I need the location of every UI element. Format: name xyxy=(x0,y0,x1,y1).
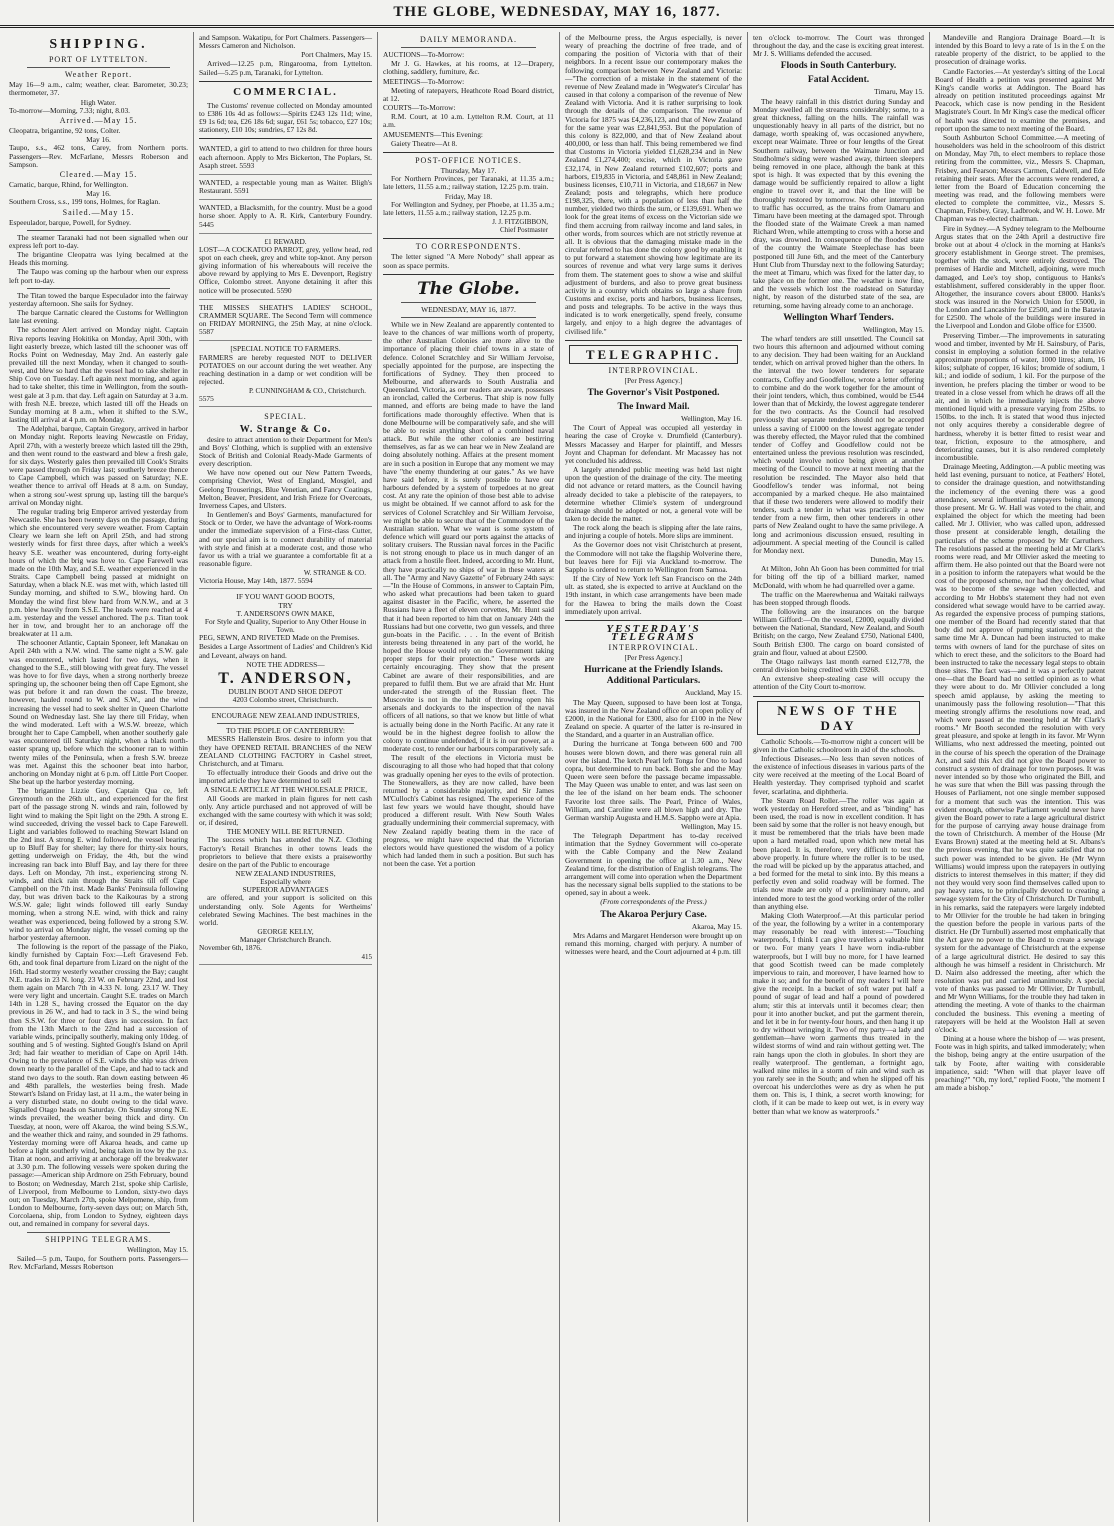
column-5 xyxy=(748,32,930,1522)
memo-label: AUCTIONS—To-Morrow: xyxy=(383,50,465,60)
ad-text: WANTED, a girl to attend to two children for three hours each afternoon. Apply to Mrs Bickerton, The Poplars, St. Asaph street. 5593 xyxy=(199,144,372,170)
postmaster-name: J. J. FITZGIBBON, xyxy=(492,217,548,226)
fatal-headline: Fatal Accident. xyxy=(807,75,870,86)
interprovincial-heading: INTERPROVINCIAL. xyxy=(608,365,699,375)
reward-heading: £1 REWARD. xyxy=(264,236,307,246)
shipping-paragraph: The Titan towed the barque Especulador into the fairway yesterday afternoon. She sails for Sydney. xyxy=(9,290,188,308)
superior: SUPERIOR ADVANTAGES xyxy=(242,885,329,895)
news-paragraph: Mandeville and Rangiora Drainage Board.—It is intended by this Board to levy a rate of 1s in the £ on the rateable property of the district, to be applied to the prosecution of drainage works. xyxy=(935,33,1105,67)
shipping-paragraph: The brigantine Cleopatra was lying becalmed at the Heads this morning. xyxy=(9,250,188,268)
divider xyxy=(383,238,554,239)
sailed-heading: Sailed.—May 15. xyxy=(62,207,135,217)
dateline: Wellington, May 16. xyxy=(681,414,742,424)
divider xyxy=(383,152,554,153)
strange-text: In Gentlemen's and Boys' Garments, manufactured for Stock or to Order, we have the advantage of Work-rooms under the immediate supervision of a First-class Cutter, and our special aim is to connect durability of material with style and finish at a moderate cost, and those who favor us with a trial we guarantee a comfortable fit at a reasonable figure. xyxy=(199,510,372,568)
divider xyxy=(401,317,536,318)
classified-ad xyxy=(199,202,372,233)
divider xyxy=(401,47,536,48)
special-heading: SPECIAL. xyxy=(264,412,307,422)
news-paragraph: The following are the insurances on the barque William Gifford:—On the vessel, £2000, equally divided between the National, Standard, New Zealand, and South British; on the cargo, New Zealand £750, National £400, South British £300. The cargo on board consisted of grain and flour, valued at about £2500. xyxy=(753,607,924,657)
strange-title: W. Strange & Co. xyxy=(239,423,332,435)
arrived-line: May 16. xyxy=(86,135,111,145)
divider xyxy=(565,340,742,341)
news-paragraph: A largely attended public meeting was held last night upon the question of the drainage of the city. The meeting did not advance or retard matters, as the Council having already decided to take a plebiscite of the ratepayers, to determine whether Climie's system of underground drainage should be adopted or not, a general vote will be taken to decide the matter. xyxy=(565,465,742,523)
shipping-paragraph: The brigantine Lizzie Guy, Captain Qua ce, left Greymouth on the 26th ult., and experienced for the first part of the passage strong N. winds and rain, followed by light wind to making the Spit light on the 29th. A strong E. wind succeeded, driving the vessel back to Cape Farewell. Light and variables followed to reaching Stewart Island on the 2nd inst. A strong E. wind followed, the vessel bearing up to Bluff Bay for shelter; lay there for thirty-six hours, getting underweigh on Friday, the 4th, but the wind increasing ran back into Bluff Bay, and lay there for three days. Left on Monday, 7th inst., experiencing strong N. winds, and thick rain through the Straits till off Cape Campbell on the 7th inst. Made Banks' Peninsula following day, but was driven back to the Kaikouras by a strong W.S.W. gale; light winds followed till early Sunday morning, when a strong N.E. wind, with thick and rainy weather was experienced, being followed by a strong S.W. wind to arrival on Monday night, the vessel coming up the harbor yesterday afternoon. xyxy=(9,786,188,942)
memo-text: Mr J. G. Hawkes, at his rooms, at 12—Drapery, clothing, saddlery, furniture, &c. xyxy=(383,59,554,77)
note-address: NOTE THE ADDRESS— xyxy=(246,659,325,669)
news-paragraph: Making Cloth Waterproof.—At this particular period of the year, the following by a writer in a contemporary may reasonably be read with interest:—"Touching waterproofs, I think I can give travellers a valuable hint or two. For many years I have worn india-rubber waterproofs, but I will buy no more, for I have learned that good Scottish tweed can be made completely impervious to rain, and moreover, I have learned how to make it so; and for the benefit of my readers I will here give the receipt. In a bucket of soft water put half a pound of sugar of lead and half a pound of powdered alum; stir this at intervals until it becomes clear; then pour it into another bucket, and put the garment therein, and let it be in for twenty-four hours, and then hang it up to dry without wringing it. Two of my party—a lady and gentleman—have worn garments thus treated in the wildest storms of wind and rain without getting wet. The rain hangs upon the cloth in globules. In short they are really waterproof. The gentleman, a fortnight ago, walked nine miles in a storm of rain and wind such as you rarely see in the South; and when he slipped off his overcoat his underclothes were as dry as when he put them on. This is, I think, a secret worth knowing; for cloth, if it can be made to keep out wet, is in every way better than what we know as waterproofs." xyxy=(753,910,924,1116)
money-returned: THE MONEY WILL BE RETURNED. xyxy=(226,827,345,837)
column-3 xyxy=(378,32,560,1522)
news-paragraph: The traffic on the Maerewhenua and Waitaki railways has been stopped through floods. xyxy=(753,589,924,607)
divider xyxy=(27,288,170,289)
shipping-paragraph: The Taupo was coming up the harbour when our express left port to-day. xyxy=(9,267,188,285)
governor-headline: The Governor's Visit Postponed. xyxy=(587,388,720,399)
news-of-the-day-heading: NEWS OF THE DAY xyxy=(757,701,920,735)
shipping-paragraph: The following is the report of the passage of the Piako, kindly furnished by Captain Fox:—Left Gravesend Feb. 6th, and took final departure from Lizard on the night of the 16th. Had stormy westerly weather crossing the Bay; caught N.E. trades in 23 N. long. 23 W. on February 22nd, and lost them again on March 7th in 4.33 N. long. 23.17 W. They were very light and uncertain. Caught S.E. trades on March 14th in 1.28 S., having crossed the Equator on the day previous in 26 W., and had to tack in 3 S., the wind being then S.S.W. for three or four days in succession. In fact from the 13th March to the 22nd had a succession of variable winds, principally southerly, making only 10deg. of southing and 5 of westing. Sighted Gough's Island on April 3rd; had fair weather to meridian of Cape on April 14th. Owing to the prevalence of S.E. winds the ship was driven down nearly to the parallel of the Cape, and had to tack and stand two days to the south. Ran down easting between 46 and 48th parallels, the westerlies being fresh. Made Stewart's Island on Friday last, at 11 a.m., the water being in a very disturbed state, no doubt owing to the tidal wave. Signalled Otago heads on Saturday. On Sunday strong N.E. winds prevailed, the weather being thick and dirty. On Tuesday, at noon, were off Akaroa, the wind being S.S.W., and the weather thick and rainy, and sounded in 29 fathoms. Yesterday morning were off Akaroa heads, and came up before a light southerly wind, being taken in tow by the p.s. Titan at noon, and arriving at anchorage off the breakwater at 3.30 p.m. The following vessels were spoken during the passage:—American ship Ardmore on 25th February, bound to Boston; on Wednesday, March 21st, spoke ship Carlisle, of Liverpool, from Melbourne to London, sixty-two days out; on Tuesday, March 27th, spoke Melpomene, ship, from London to Melbourne, forty-seven days out; on March 5th, Corcolaena, ship, from London to Sydney, eighteen days out, and remained in company for several days. xyxy=(9,942,188,1229)
column-4 xyxy=(560,32,748,1522)
news-paragraph: Mrs Adams and Margaret Henderson were brought up on remand this morning, charged with perjury. A number of witnesses were heard, and the Court adjourned at 4 p.m. till xyxy=(565,930,742,956)
strange-text: We have now opened out our New Pattern Tweeds, comprising Cheviot, West of England, Mosgiel, and Geelong Trouserings, Blue Venetian, and Fancy Coatings, Melton, Beaver, President, and Irish Frieze for Overcoats, Inverness Capes, and Ulsters. xyxy=(199,468,372,510)
cleared-line: May 16. xyxy=(86,189,111,199)
weather-heading: Weather Report. xyxy=(64,70,133,80)
news-paragraph: Preserving Timber.—The improvements in saturating wood and timber, invented by Mr H. Sainsbury, of Paris, consist in employing a solution formed in the relative approximate proportions of water, 1000 litres; alum, 16 kilos; sulphate of copper, 16 kilos; bromide of sodium, 1 kil.; and iodide of sodium, 1 kil. For the purpose of the invention, he prefers placing the timber or wood to be treated in a close vessel from which he draws off all the air, and in which he immediately injects the above mentioned liquid with a pressure varying from 25lbs. to 150lbs. to the inch. It is stated that wood thus injected not only acquires thereby a considerable degree of hardness, whereby it is better fitted to resist wear and tear, friction, exposure to the atmosphere, and deteriorating causes, but it is also rendered completely incombustible. xyxy=(935,330,1105,462)
messrs-text: MESSRS Hallenstein Bros. desire to inform you that they have OPENED RETAIL BRANCHES of the NEW ZEALAND CLOTHING FACTORY in Cashel street, Christchurch, and at Timaru. xyxy=(199,734,372,768)
column-2 xyxy=(194,32,378,1522)
classified-ad xyxy=(199,143,372,174)
school-ad xyxy=(199,302,372,342)
floods-headline: Floods in South Canterbury. xyxy=(780,61,897,72)
columns xyxy=(4,32,1110,1522)
arrived-line: Taupo, s.s., 462 tons, Carey, from Northern ports. Passengers—Rev. McFarlane, Messrs Roberson and Sampson. xyxy=(9,143,188,169)
messrs-text: To effectually introduce their Goods and drive out the imported article they have determined to sell xyxy=(199,768,372,786)
news-paragraph: The Steam Road Roller.—The roller was again at work yesterday on Hereford street, and as "binding" has been used, the road is now in excellent condition. It has been said by some that the roller is not heavy enough, but it must be remembered that the trials have been made upon a hard metalled road, upon which new metal has been placed. It is, therefore, very difficult to test the above properly. In future where the roller is to be used, the road will be picked up by the apparatus attached, and a bed formed for the metal to sink into. By this means a perfectly even and solid roadway will be formed. The trials now made are only of a preliminary nature, and intended more to test the good working order of the roller than anything else. xyxy=(753,795,924,911)
correspondents-note: (From correspondents of the Press.) xyxy=(600,897,707,907)
memo-label: COURTS—To-Morrow: xyxy=(383,103,456,113)
yesterdays-telegrams-heading: YESTERDAY'S TELEGRAMS xyxy=(606,622,701,643)
kelly-date: November 6th, 1876. xyxy=(199,943,262,953)
especially: Especially where xyxy=(260,877,311,887)
strange-date: Victoria House, May 14th, 1877. 5594 xyxy=(199,576,313,586)
daily-memoranda-heading: DAILY MEMORANDA. xyxy=(419,35,518,44)
perjury-continued: ten o'clock to-morrow. The Court was thronged throughout the day, and the case is exciting great interest. Mr J. S. Williams defended the accused. xyxy=(753,33,924,59)
reward-text: LOST—A COCKATOO PARROT, grey, yellow head, red spot on each cheek, grey and white top-knot. Any person giving information of his whereabouts will receive the above reward by applying to Mrs E. Devenport, Registry Office, Colombo street. Anyone detaining it after this notice will be prosecuted. 5590 xyxy=(199,244,372,295)
news-paragraph: The wharf tenders are still unsettled. The Council sat two hours this afternoon and adjourned without coming to any decision. They had been waiting for an Auckland tender, which on arrival proved higher than the others. In the interval the two lower tenderers for separate contracts, Coffey and Goodfellow, wrote a letter offering to combine and do the work together for the amount of their joint tenders, which, thus combined, would be £544 lower than that of Mckirdy, the lowest aggregate tenderer for the two contracts. As the Council had resolved previously that separate tenders should not be accepted unless a saving of £1000 on the lowest aggregate tender was thereby effected, the Mayor ruled that the combined tender of Coffey and Goodfellow could not be entertained unless the previous resolution was rescinded, which would involve notice being given at another meeting of the Council to move at next meeting that the resolution be rescinded. The Mayor also held that Goodfellow's tender was informal, not being accompanied by a marked cheque. He also maintained that if these two tenderers were allowed to modify their tenders, such a tender in what was practically a new tender from a new firm, then other tenderers in other parts of New Zealand ought to have the same privilege. A long and acrimonious discussion ensued, resulting in adjournment. A special meeting of the Council is called for Monday next. xyxy=(753,333,924,555)
strange-ad xyxy=(199,409,372,589)
memo-label: AMUSEMENTS—This Evening: xyxy=(383,129,483,139)
ad-text: WANTED, a respectable young man as Waiter. Bligh's Restaurant. 5591 xyxy=(199,177,372,196)
dateline: Akaroa, May 15. xyxy=(691,921,742,931)
nz-industries: NEW ZEALAND INDUSTRIES, xyxy=(235,868,336,878)
boots-heading: IF YOU WANT GOOD BOOTS, xyxy=(236,592,335,602)
reward-ad xyxy=(199,236,372,300)
masthead-title: THE GLOBE, WEDNESDAY, MAY 16, 1877. xyxy=(393,4,721,20)
dublin-depot: DUBLIN BOOT AND SHOE DEPOT xyxy=(228,686,343,696)
school-text: THE MISSES SHEATH'S LADIES' SCHOOL, CRAMMER SQUARE. The Second Term will commence on FRIDAY MORNING, the 25th May, at nine o'clock. 5587 xyxy=(199,302,372,337)
memo-text: R.M. Court, at 10 a.m. Lyttelton R.M. Court, at 11 a.m. xyxy=(383,112,554,130)
divider xyxy=(27,67,170,68)
shipping-paragraph: The regular trading brig Emperor arrived yesterday from Newcastle. She has been twenty days on the passage, during which she encountered very severe weather. From Captain Cleary we learn she left on April 25th, and had strong westerly winds for first three days, after which a week's heavy S.E. weather was encountered, during forty-eight hours of which the brig was hove to. Cape Farewell was made on the 10th May, and S.E. weather experienced in the Straits. Cape Campbell being passed at midnight on Saturday, when a black N.E. was met with, which lasted till Sunday morning, and shifted to S.W., blowing hard. On Monday the wind first blew hard from W.N.W., and at 3 p.m. blew heavily from S.S.E. The heads were reached at 4 a.m. yesterday and the vessel anchored. The p.s. Titan took her in tow, and brought her to an anchorage off the breakwater at 11 a.m. xyxy=(9,506,188,639)
perjury-headline: The Akaroa Perjury Case. xyxy=(600,909,707,920)
news-paragraph: The Otago railways last month earned £12,778, the central division being credited with £9268. xyxy=(753,656,924,675)
ad-text: WANTED, a Blacksmith, for the country. Must be a good horse shoer. Apply to A. R. Kirk, Canterbury Foundry. 5445 xyxy=(199,203,372,229)
dateline: Wellington, May 15. xyxy=(863,324,924,334)
telegram-text: Sailed—5 p.m, Taupo, for Southern ports. Passengers—Rev. McFarland, Messrs Robertson xyxy=(9,1253,188,1272)
column-6 xyxy=(930,32,1110,1522)
cleared-line: Carnatic, barque, Rhind, for Wellington. xyxy=(9,180,129,190)
encourage-heading: ENCOURAGE NEW ZEALAND INDUSTRIES, xyxy=(211,711,360,721)
divider xyxy=(199,138,372,139)
strange-text: desire to attract attention to their Department for Men's and Boys' Clothing, which is supplied with an extensive Stock of British and Colonial Ready-Made Garments of every description. xyxy=(199,434,372,469)
anderson-ad xyxy=(199,591,372,708)
news-paragraph: The May Queen, supposed to have been lost at Tonga, was insured in the New Zealand office on an open policy of £2000, in the National for £300, also for £100 in the New Zealand on specie. A quarter of the latter is re-insured in the Standard, and a quarter in an Australian office. xyxy=(565,697,742,740)
shipping-paragraph: The barque Carnatic cleared the Customs for Wellington late last evening. xyxy=(9,308,188,326)
leader-continued: of the Melbourne press, the Argus especially, is never weary of preaching the doctrine of free trade, and of comparing the position of Victoria with that of their neighbors. In a recent issue our contemporary makes the following comparison between New Zealand and Victoria:—"The correction of a mistake in the statement of the revenue of New Zealand made in 'Wegwater's Circular' has caused in that colony a comparison of the revenue of New Zealand with Victoria. And it is rather surprising to look through the details of the comparison. The revenue of Victoria for 1875 was £4,236,123, and that of New Zealand for the same year was £2,841,953. But the population of this colony is 822,000, and that of New Zealand about 400,000, or less than half. This being remembered we find that Customs in Victoria yielded £1,628,234 and in New Zealand £1,274,400; excise, which in Victoria gave £32,174, in New Zealand returned £102,607; ports and harbors, £19,835 in Victoria, and £48,861 in New Zealand; business licenses, £10,711 in Victoria, and £18,667 in New Zealand; posts and telegraphs, which here produce £198,325, there, with a population of less than half the number, yielded two thirds the sum, or £139,691. When we look for the great items of excess on the Victorian side we find them accruing from railway income and land sales, in other words, from sources which are not strictly revenue at all. It is obvious that the damaging mistake made in the circular referred to has done the colony good by enabling it to put forward a statement showing how legitimate are its sources of revenue and what very large sums it derives from them. The statement goes to show a wise and skilful adjustment of burdens, and also to prove great business activity in a country which obtains so large a share from Customs and excise, ports and harbors, business licenses, and posts and telegraphs. To be active in the ways thus indicated is to work energetically, spend freely, consume largely, and enjoy to a high degree the advantages of civilised life." xyxy=(565,33,742,336)
shipping-paragraph: The schooner Atlantic, Captain Sponeer, left Manakau on April 24th with a N.W. wind. The same night a S.W. gale was encountered, which lasted for two days, when it changed to the S.E., still blowing with great fury. The vessel was hove to for five days, when a strong northerly breeze springing up, the schooner being then off Cape Egmont, she was put before it and ran down the coast. The breeze, however, hauled round to W. and S.W., and the wind increasing the vessel had to seek shelter in Queen Charlotte Sound on Wednesday last. She lay there till Friday, when the wind moderated. Left with a W.S.W. breeze, which brought her to Cape Campbell, when another southerly gale was encountered till Saturday night, when a black north-easter sprang up, before which the schooner ran to within twenty miles of the Peninsula, when a fresh S.W. breeze was met. Against this the schooner beat into harbor, anchoring on Monday night at 6 p.m. off Little Port Cooper. She beat up the harbor yesterday morning. xyxy=(9,638,188,786)
shipping-paragraph: The Adelphai, barque, Captain Gregory, arrived in harbor on Monday night. Reports leaving Newcastle on Friday, April 27th, with a westerly breeze which lasted till the 29th, and then went round to the eastward and blew a fresh gale, for six days. Westerly gales then prevailed till Cook's Straits were passed through on Friday last; southerly breeze thence to Cape Campbell, which was passed on Saturday; N.E. weather thence to arrival off Heads at 8 a.m. on Sunday, when a strong sou'-west sprung up, lasting till the barque's arrival on Monday night. xyxy=(9,424,188,507)
arrived-line: Cleopatra, brigantine, 92 tons, Colter. xyxy=(9,126,121,136)
divider xyxy=(383,274,554,275)
pegged-detail: Besides a Large Assortment of Ladies' and Children's Kid and Leveant, always on hand. xyxy=(199,642,372,660)
weather-line: High Water. xyxy=(80,97,117,107)
farmers-sign: P. CUNNINGHAM & CO., Christchurch. xyxy=(248,387,366,396)
single-article: A SINGLE ARTICLE AT THE WHOLESALE PRICE, xyxy=(203,785,368,795)
arrived-heading: Arrived.—May 15. xyxy=(59,115,138,125)
goods-text: All Goods are marked in plain figures for nett cash only. Any article purchased and not approved of will be exchanged with the same courtesy with which it was sold; or, if desired, xyxy=(199,793,372,828)
masthead xyxy=(0,0,1114,28)
classified-ad xyxy=(199,177,372,200)
ad-number: 415 xyxy=(361,952,372,961)
news-paragraph: As the Governor does not visit Christchurch at present, the Commodore will not take the flagship Wolverine there, but leaves here for Fiji via Auckland to-morrow. The Sappho is ordered to return to Wellington from Samoa. xyxy=(565,540,742,574)
port-chalmers-text: Arrived—12.25 p.m, Ringarooma, from Lyttelton. Sailed—5.25 p.m, Taranaki, for Lyttelton. xyxy=(199,59,372,77)
dateline: Wellington, May 15. xyxy=(127,1244,188,1254)
continued-text: and Sampson. Wakatipu, for Port Chalmers. Passengers—Messrs Cameron and Nicholson. xyxy=(199,33,372,51)
post-text: For Northern Provinces, per Taranaki, at 11.35 a.m.; late letters, 11.55 a.m.; railway station, 12.25 p.m. train. xyxy=(383,174,554,192)
leader-paragraph: While we in New Zealand are apparently contented to leave to the chances of war millions worth of property, the other Australian Colonies are more alive to the importance of placing their chief towns in a state of defence. Colonel Scratchley and Sir William Jervoise, specially appointed for the purpose, are inspecting the fortifications of Sydney. They then proceed to Melbourne, and afterwards to South Australia and Queensland. Victoria, as our readers are aware, possesses an ironclad, called the Cerberus. That ship is now fully manned, and efforts are being made to have the land fortifications made thoroughly effective. When that is done Melbourne will be comparatively safe, and she will be able to resist anything short of a combined naval attack. But while the other colonies are bestirring themselves, as far as we can hear we in New Zealand are doing absolutely nothing. Affairs at the present moment are in such a position in Europe that any moment we may have "the enemy thundering at our gates." As we have have said before, it is surely possible to have our harbours defended by a system of torpedoes at no great cost. At any rate the opinion of those best able to advise us might be obtained. If we cannot afford to ask for the services of Colonel Scratchley and Sir William Jervoise, we might be able to secure that of the Commodore of the Australian station. What we want is some system of defence which will guard our ports against the attacks of solitary cruisers. The Russian naval forces in the Pacific is not strong enough to place us in much danger of an attack from a hostile fleet. Indeed, according to Mr. Hunt, they have practically no ships of war in these waters at all. The "Army and Navy Gazette" of February 24th says:—"In the House of Commons, in answer to Captain Pim, who asked what precautions had been taken to guard against disaster in the Pacific, where, he asserted the Russians have a fleet of eleven corvettes, Mr. Hunt said that it had been reported to him that on January 24th the Russians had but one corvette, two gun vessels, and three gun-boats in the Pacific. . . . In the event of British interests being threatened in any part of the world, he hoped the House would rely on the Government taking proper steps for their protection." These words are certainly encouraging. They show that the present Cabinet are aware of their responsibilities, and are prepared to fulfil them. But we are afraid that Mr. Hunt under-rated the strength of the Russian fleet. The Muscovite is not in the habit of throwing open his arsenals and dockyards to the inspection of the naval officers of all nations, so that we know but little of what is actually being done in the North Pacific. At any rate it would be in the highest degree foolish to allow the colony to continue undefended, if it is in our power, at a moderate cost, to render our harbours comparatively safe. xyxy=(383,319,554,754)
divider xyxy=(199,81,372,82)
wharf-headline: Wellington Wharf Tenders. xyxy=(783,312,894,323)
news-paragraph: Drainage Meeting, Addington.—A public meeting was held last evening, pursuant to notice, at Feathers' Hotel, to consider the drainage question, and notwithstanding the inclemency of the evening there was a good attendance, several influential ratepayers being among those present. Mr G. W. Hall was voted to the chair, and explained the object for which the meeting had been called. Mr J. Ollivier, who was called upon, addressed those present at considerable length, detailing the particulars of the scheme proposed by Mr Carruthers. The resolutions passed at the meeting held at Mr Clark's rooms were read, and Mr Ollivier asked the meeting to affirm them. He also pointed out that the Board were not in a position to inform the ratepayers what would be the cost of the proposed scheme, nor had they decided what was to become of the sewage when collected, and according to Mr Hobbs's statement they had not even considered what sewage would have to be carried away. As regarded the expensive process of pumping stations, one member of the Board had recently stated that that body did not approve of pumping stations, yet at the same time Mr A. Duncan had been instructed to make terms with owners of land for the purchase of sites on which to erect these, and the solicitors to the Board had been instructed to take the necessary legal steps to obtain those sites. The fact was—and it was a perfectly patent one—that the Board had no settled opinion as to what they were about to do. Mr Ollivier concluded a long speech amid applause, by asking the meeting to unanimously pass the following resolution—"That this meeting strongly affirms the resolutions now read, and which were passed at the meeting held at Mr Clark's rooms." Mr Booth seconded the resolution with very great pleasure, and spoke at length in its favor. Mr Wynn Williams, who next addressed the meeting, pointed out in the course of his speech the operation of the Drainage Act, and said this Act did not give the Board power to construct a system of drainage for town purposes. It was never intended so by those who originated the Bill, and he was sure that when the Bill was passing through the Houses of Parliament, not one single member supposed for a moment that such was the intention. This was evident enough, otherwise Parliament would never have given the Board power to rate a large agricultural district for the purpose of carrying away house drainage from the town of Christchurch. A member of the House (Mr Evans Brown) stated at the meeting held at St. Albans's the previous evening, that he was quite satisfied that no such power was intended to be given. He (Mr Wynn Williams) would impress upon the ratepayers in outlying districts to interest themselves in this matter; if they did not they would very soon find themselves called upon to pay heavy rates, to be principally devoted to creating a sewage system for the City of Christchurch. Dr Turnbull, in his remarks, said the ratepayers were largely indebted to Mr Ollivier for the trouble he had taken in bringing the question before the people in various parts of the district. He (Dr Turnbull) asserted most emphatically that the Act gave no power to the Board to create a sewage system for the advantage of Christchurch at the expense of a large agricultural district. He desired to say this although he was himself a resident in Christchurch. Mr D. Nairn also addressed the meeting, after which the resolution was put and carried unanimously. A special vote of thanks was passed to Mr Ollivier, Dr Turnbull, and Mr Wynn Williams, for the trouble they had taken in attending the meeting. A vote of thanks to the chairman concluded the business. This evening a meeting of ratepayers will be held at the Woolston Hall at seven o'clock. xyxy=(935,462,1105,1034)
strange-sign: W. STRANGE & CO. xyxy=(303,569,366,578)
memo-text: Meeting of ratepayers, Heathcote Road Board district, at 12. xyxy=(383,85,554,103)
dateline: Wellington, May 15. xyxy=(681,821,742,831)
boots-own-make: T. ANDERSON'S OWN MAKE, xyxy=(236,608,335,618)
memo-label: MEETINGS—To-Morrow: xyxy=(383,76,465,86)
news-paragraph: South Ashburton School Committee.—A meeting of householders was held in the schoolroom of this district on Monday, May 7th, to elect members to replace those retiring from the committee, viz., Messrs S. Chapman, Frisbey, and Fearson; Messrs Carmen, Caldwell, and Ede retaining their seats. After the accounts were rendered, a letter from the Board of Education concerning the meeting was read, and the following members were elected to complete the committee, viz., Messrs S. Chapman, Frisbey, Gray, Ladbrook, and W. H. Lowe. Mr Chapman was re-elected chairman. xyxy=(935,132,1105,224)
dateline: Dunedin, May 15. xyxy=(870,555,924,565)
post-office-heading: POST-OFFICE NOTICES. xyxy=(415,155,522,165)
news-paragraph: The Telegraph Department has to-day received intimation that the Sydney Government will co-operate with the Cable Company and the New Zealand Government in opening the office at 1.30 a.m., New Zealand time, for the distribution of English telegrams. The arrangement will come into operation when the Department has the necessary signal bells supplied to the stations to be opened, say in about a week. xyxy=(565,831,742,898)
agency-note: [Per Press Agency.] xyxy=(624,375,683,385)
hurricane-headline: Hurricane at the Friendly Islands. Additional Particulars. xyxy=(584,665,723,687)
divider xyxy=(27,230,170,231)
correspondents-heading: TO CORRESPONDENTS. xyxy=(415,242,522,252)
post-date: Thursday, May 17. xyxy=(440,166,497,176)
news-paragraph: The heavy rainfall in this district during Sunday and Monday swelled all the streams considerably; some, to a great thickness, falling on the hills. The rainfall was unquestionably heavy in all parts of the district, but no damage, worth speaking of, was occasioned anywhere, except near Waimate. Three or four lengths of the Great Southern railway, between the Waimate Junction and Studholme's siding were washed away, thirteen sleepers being removed in one place, although the bank at this spot is high. It was expected that by this evening the damage would be sufficiently repaired to allow a light engine to travel over it, and that the line will be thoroughly restored by tomorrow. No other interruption to traffic has occurred, as the trains from Oamaru and Timaru have been meeting at the damaged spot. Through the flooded state of the Waimate Creek a man named Richard Wren, while attempting to cross with a horse and dray, was drowned. In consequence of the flooded state of the country the Waimate Steeplechase has been postponed till June 6th, and the meet of the Canterbury Hunt Club from Thursday next to the following Saturday; the meet at Timaru, which was fixed for the latter day, to take place on the former one. The weather is now fine, and the vessels which lost the roadstead on Saturday night, by reason of the disturbed state of the sea, are returning, some having already come to an anchorage. xyxy=(753,96,924,310)
weather-line: To-morrow—Morning, 7.33; night, 8.03. xyxy=(9,105,131,115)
divider xyxy=(27,1232,170,1233)
cleared-line: Southern Cross, s.s., 199 tons, Holmes, for Raglan. xyxy=(9,197,161,207)
success-text: The success which has attended the N.Z. Clothing Factory's Retail Branches in other towns leads the proprietors to believe that there exists a praiseworthy desire on the part of the Public to encourage xyxy=(199,835,372,869)
kelly-title: Manager Christchurch Branch. xyxy=(239,935,332,945)
news-paragraph: The rock along the beach is slipping after the late rains, and injuring a couple of hotels. More slips are imminent. xyxy=(565,523,742,541)
shipping-paragraph: The steamer Taranaki had not been signalled when our express left port to-day. xyxy=(9,232,188,250)
boots-try: TRY xyxy=(278,600,293,610)
interprovincial-heading: INTERPROVINCIAL. xyxy=(608,643,699,653)
news-paragraph: At Milton, John Ah Goon has been committed for trial for biting off the tip of a billiard marker, named McDonald, with whom he had quarrelled over a game. xyxy=(753,564,924,590)
commercial-heading: COMMERCIAL. xyxy=(233,85,338,98)
farmers-text: FARMERS are hereby requested NOT to DELIVER POTATOES on our account during the wet weather. Any reaching destination in a damp or wet condition will be rejected. xyxy=(199,352,372,386)
news-paragraph: During the hurricane at Tonga between 600 and 700 houses were blown down, and there was general ruin all over the island. The ketch Pearl left Tonga for Ono to load copra, but determined to run back. Both she and the May Queen were seen before the passage became impassable. The May Queen was unable to enter, and was last seen on the lee of the island on her beam ends. The schooner Favorite lost three sails. The Pearl, Prince of Wales, William, and Caroline were all blown high and dry. The German warship Augusta and H.M.S. Sappho were at Apia. xyxy=(565,739,742,822)
telegraphic-heading: TELEGRAPHIC. xyxy=(569,345,738,364)
farmers-ad xyxy=(199,343,372,407)
shipping-heading: SHIPPING. xyxy=(49,37,148,52)
cleared-heading: Cleared.—May 15. xyxy=(59,169,138,179)
news-paragraph: An extensive sheep-stealing case will occupy the attention of the City Court to-morrow. xyxy=(753,674,924,692)
weather-line: May 16—9 a.m., calm; weather, clear. Barometer, 30.23; thermometer, 37. xyxy=(9,80,188,98)
leader-paragraph: The result of the elections in Victoria must be discouraging to all those who had hoped that that colony was gradually opening her eyes to the evils of protection. The Stonewallers, as they are now called, have been returned by a considerable majority, and Sir James M'Culloch's Cabinet has resigned. The experience of the last few years we would have thought, should have produced a different result. With New South Wales gradually undermining their commercial supremacy, with New Zealand rapidly beating them in the race of progress, we might have expected that the Victorian electors would have questioned the wisdom of a policy which had landed them in such a position. But such has not been the case. Yet a portion xyxy=(383,753,554,869)
correspondents-text: The letter signed "A Mere Nobody" shall appear as soon as space permits. xyxy=(383,252,554,270)
divider xyxy=(217,723,354,724)
postmaster-title: Chief Postmaster xyxy=(499,226,548,235)
hallenstein-ad xyxy=(199,710,372,965)
boots-style: For Style and Quality, Superior to Any Other House in Town. xyxy=(204,616,367,635)
shipping-telegrams-heading: SHIPPING TELEGRAMS. xyxy=(45,1234,152,1244)
offered-text: are offered, and your support is solicited on this understanding only. Sole Agents for Wertheims' celebrated Sewing Machines. The best machines in the world. xyxy=(199,893,372,927)
dateline: Timaru, May 15. xyxy=(874,87,924,97)
globe-date: WEDNESDAY, MAY 16, 1877. xyxy=(421,304,516,314)
news-paragraph: Infectious Diseases.—No less than seven notices of the existence of infectious diseases in various parts of the city were received at the meeting of the Local Board of Health yesterday. They comprised typhoid and scarlet fever, scarlatina, and diphtheria. xyxy=(753,753,924,796)
news-paragraph: If the City of New York left San Francisco on the 24th ult. as stated, she is expected to arrive at Auckland on the 19th instant, in which case arrangements have been made for the Hawea to bring the mails down the Coast immediately upon arrival. xyxy=(565,574,742,616)
divider xyxy=(565,620,742,621)
news-paragraph: Catholic Schools.—To-morrow night a concert will be given in the Catholic schoolroom in aid of the schools. xyxy=(753,736,924,754)
port-heading: PORT OF LYTTELTON. xyxy=(48,55,149,64)
news-paragraph: Candle Factories.—At yesterday's sitting of the Local Board of Health a petition was presented against Mr King's candle works at Addington. The Board has already on petition instituted proceedings against Mr Peacock, which case is now pending in the Resident Magistrate's Court. In Mr King's case the medical officer of health was directed to examine the premises, and report upon the same to next meeting of the Board. xyxy=(935,66,1105,133)
post-date: Friday, May 18. xyxy=(444,191,493,201)
news-paragraph: Dining at a house where the bishop of — was present, Foote was in high spirits, and talked immoderately; when the bishop, being angry at the entire usurpation of the talk by Foote, after waiting with considerable impatience, said: "When will that player leave off preaching?" "Oh, my lord," replied Foote, "the moment I am made a bishop." xyxy=(935,1034,1105,1092)
pegged-text: PEG, SEWN, AND RIVETED Made on the Premises. xyxy=(199,633,360,643)
farmers-heading: [SPECIAL NOTICE TO FARMERS. xyxy=(230,344,341,354)
mail-headline: The Inward Mail. xyxy=(617,402,690,413)
dateline: Auckland, May 15. xyxy=(684,688,742,698)
divider xyxy=(401,302,536,303)
globe-title: The Globe. xyxy=(417,278,520,299)
kelly-name: GEORGE KELLY, xyxy=(257,927,314,937)
post-text: For Wellington and Sydney, per Phoebe, at 11.35 a.m.; late letters, 11.55 a.m.; railway station, 12.25 p.m. xyxy=(383,199,554,217)
anderson-title: T. ANDERSON, xyxy=(218,669,353,687)
dateline: Port Chalmers, May 15. xyxy=(301,50,372,60)
news-paragraph: Fire in Sydney.—A Sydney telegram to the Melbourne Argus states that on the 24th April a destructive fire broke out at about 4 o'clock in the morning at Hanks's grocery establishment in George street. The premises, together with the stock, were entirely destroyed. The premises of Hardie and Mitchell, adjoining, were much damaged, and Lee's toy shop, contiguous to Hanks's establishment, suffered considerably in the upper floor. Altogether, the insurance covers about £8000. Hanks's stock was insured in the Norwich Union for £5000, in the London and Lancashire for £2500, and in the Batavia for £2500. The whole of the buildings were insured in the Liverpool and London and Globe office for £3500. xyxy=(935,223,1105,331)
sailed-line: Espeeulador, barque, Powell, for Sydney. xyxy=(9,217,131,227)
dublin-address: 4203 Colombo street, Christchurch. xyxy=(232,695,339,704)
news-paragraph: The Court of Appeal was occupied all yesterday in hearing the case of Croyke v. Drumfield (Canterbury). Messrs Macassey and Harper for plaintiff, and Messrs Joynt and Chapman for defendant. Mr Macassey has not yet concluded his address. xyxy=(565,423,742,465)
column-1 xyxy=(4,32,194,1522)
divider xyxy=(753,696,924,697)
ad-number: 5575 xyxy=(199,394,214,404)
to-people: TO THE PEOPLE OF CANTERBURY: xyxy=(226,726,345,736)
commercial-text: The Customs' revenue collected on Monday amounted to £386 10s 4d as follows:—Spirits £243 12s 11d; wine, £9 1s 6d; tea, £26 18s 6d; sugar, £61 5s; tobacco, £27 10s; stationery, £10 10s; sundries, £7 12s 8d. xyxy=(199,100,372,135)
memo-text: Gaiety Theatre—At 8. xyxy=(391,138,458,148)
shipping-paragraph: The schooner Alert arrived on Monday night. Captain Riva reports leaving Hokitika on Monday, April 30th, with light easterly breeze, which lasted till the schooner was off Rocks Point on Wednesday, May 2nd. An easterly gale prevailed till the next Monday, when it changed to south-west, and blew so hard that the vessel had to take shelter in Ship Cove on Tuesday. Left again next morning, and again had to take shelter, this time in Wellington, from the south-west gale at 3 p.m. that day. Left again on Saturday at 3 a.m. with fresh N.E. breeze, which lasted till off the Heads on Sunday morning at 8 a.m., when it shifted to the S.W., lasting till arrival at 4 p.m. on Monday. xyxy=(9,325,188,425)
agency-note: [Per Press Agency.] xyxy=(624,653,683,663)
